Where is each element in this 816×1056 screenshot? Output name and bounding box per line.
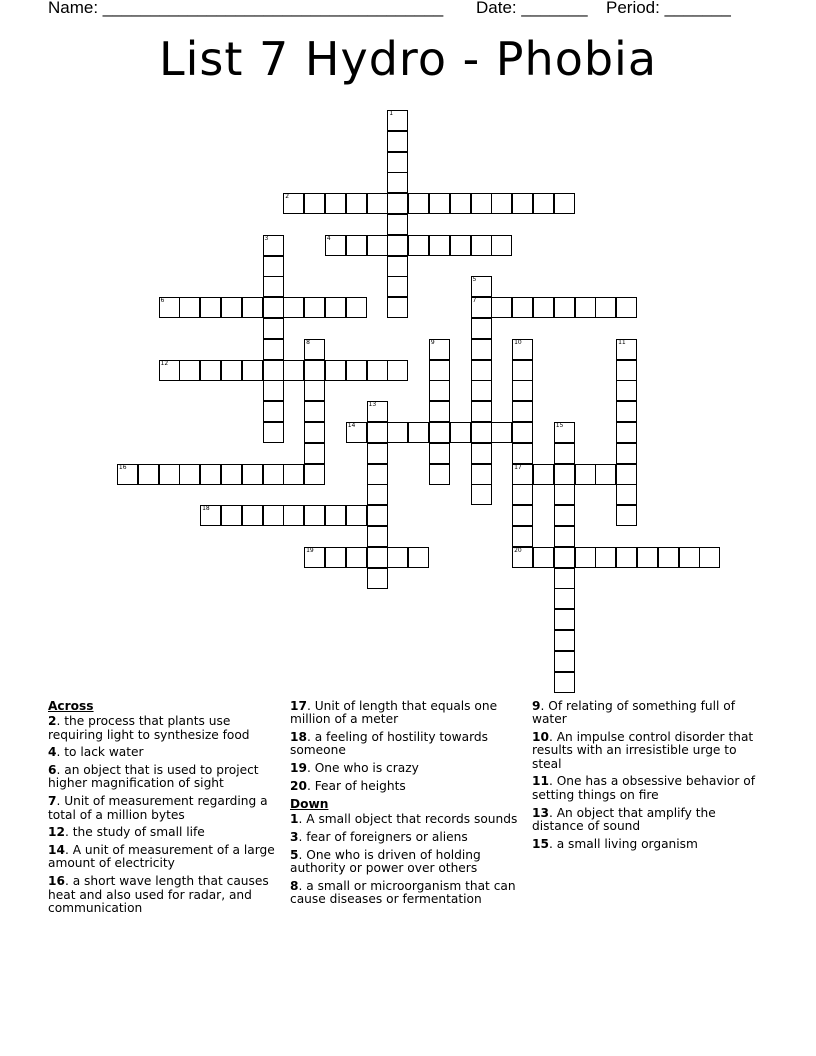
crossword-cell[interactable] — [616, 360, 637, 381]
clue-item: 5. One who is driven of holding authority or power over others — [290, 847, 481, 875]
crossword-cell[interactable] — [512, 443, 533, 464]
crossword-cell[interactable] — [554, 672, 575, 693]
crossword-cell[interactable] — [512, 297, 533, 318]
crossword-cell[interactable] — [387, 276, 408, 297]
page-title: List 7 Hydro - Phobia — [158, 32, 658, 86]
clue-item: 1. A small object that records sounds — [290, 812, 518, 827]
crossword-cell[interactable] — [512, 484, 533, 505]
crossword-cell[interactable] — [679, 547, 700, 568]
crossword-cell[interactable] — [263, 256, 284, 277]
crossword-cell[interactable] — [491, 235, 512, 256]
crossword-cell[interactable] — [512, 380, 533, 401]
down-clue-list — [290, 813, 526, 906]
crossword-cell[interactable] — [637, 547, 658, 568]
crossword-cell[interactable] — [263, 464, 284, 485]
crossword-cell[interactable] — [221, 505, 242, 526]
clue-item: 14. A unit of measurement of a large amount of electricity — [48, 843, 275, 871]
crossword-cell[interactable] — [367, 193, 388, 214]
crossword-cell[interactable] — [429, 422, 450, 443]
crossword-cell[interactable] — [304, 297, 325, 318]
crossword-cell[interactable] — [263, 401, 284, 422]
crossword-cell[interactable] — [554, 422, 575, 443]
clue-number: 16 — [118, 463, 127, 471]
crossword-cell[interactable] — [283, 193, 304, 214]
crossword-cell[interactable] — [554, 484, 575, 505]
crossword-cell[interactable] — [512, 360, 533, 381]
crossword-cell[interactable] — [304, 401, 325, 422]
crossword-cell[interactable] — [387, 110, 408, 131]
down-clue-list-continued — [532, 700, 762, 851]
clue-number: 19 — [306, 546, 314, 554]
clue-item: 17. Unit of length that equals one million of a meter — [290, 699, 498, 727]
crossword-cell[interactable] — [283, 360, 304, 381]
crossword-cell[interactable] — [304, 193, 325, 214]
crossword-cell[interactable] — [512, 547, 533, 568]
across-heading: Across — [48, 699, 94, 713]
crossword-cell[interactable] — [387, 172, 408, 193]
crossword-cell[interactable] — [387, 131, 408, 152]
crossword-cell[interactable] — [471, 484, 492, 505]
crossword-cell[interactable] — [387, 152, 408, 173]
crossword-cell[interactable] — [367, 360, 388, 381]
crossword-cell[interactable] — [616, 443, 637, 464]
crossword-cell[interactable] — [554, 297, 575, 318]
crossword-cell[interactable] — [554, 630, 575, 651]
crossword-cell[interactable] — [471, 401, 492, 422]
clue-item: 3. fear of foreigners or aliens — [290, 829, 468, 844]
crossword-cell[interactable] — [263, 297, 284, 318]
crossword-cell[interactable] — [512, 401, 533, 422]
crossword-cell[interactable] — [367, 505, 388, 526]
crossword-cell[interactable] — [408, 422, 429, 443]
crossword-cell[interactable] — [367, 422, 388, 443]
period-field[interactable]: Period: _______ — [606, 0, 731, 17]
across-clue-list-continued — [290, 700, 526, 793]
crossword-cell[interactable] — [367, 443, 388, 464]
crossword-cell[interactable] — [346, 360, 367, 381]
crossword-cell[interactable] — [304, 339, 325, 360]
crossword-cell[interactable] — [512, 505, 533, 526]
crossword-cell[interactable] — [325, 505, 346, 526]
crossword-cell[interactable] — [221, 464, 242, 485]
crossword-cell[interactable] — [408, 547, 429, 568]
crossword-cell[interactable] — [304, 505, 325, 526]
crossword-cell[interactable] — [367, 526, 388, 547]
crossword-cell[interactable] — [512, 526, 533, 547]
crossword-cell[interactable] — [616, 484, 637, 505]
across-clue-list — [48, 715, 284, 915]
crossword-cell[interactable] — [179, 360, 200, 381]
crossword-cell[interactable] — [512, 464, 533, 485]
crossword-cell[interactable] — [367, 568, 388, 589]
clue-item: 6. an object that is used to project higher magnification of sight — [48, 763, 259, 791]
crossword-cell[interactable] — [138, 464, 159, 485]
crossword-cell[interactable] — [575, 547, 596, 568]
clue-item: 18. a feeling of hostility towards someone — [290, 730, 488, 758]
crossword-cell[interactable] — [429, 193, 450, 214]
crossword-cell[interactable] — [616, 380, 637, 401]
crossword-cell[interactable] — [491, 422, 512, 443]
crossword-cell[interactable] — [429, 235, 450, 256]
crossword-cell[interactable] — [242, 297, 263, 318]
crossword-cell[interactable] — [304, 464, 325, 485]
crossword-cell[interactable] — [179, 297, 200, 318]
crossword-cell[interactable] — [325, 193, 346, 214]
clue-number: 15 — [555, 422, 564, 429]
crossword-cell[interactable] — [616, 422, 637, 443]
clue-item: 15. a small living organism — [532, 836, 698, 851]
crossword-cell[interactable] — [595, 297, 616, 318]
crossword-cell[interactable] — [263, 276, 284, 297]
crossword-cell[interactable] — [159, 464, 180, 485]
crossword-cell[interactable] — [200, 464, 221, 485]
clue-item: 19. One who is crazy — [290, 761, 419, 776]
crossword-cell[interactable] — [429, 443, 450, 464]
clue-number: 4 — [326, 234, 331, 242]
crossword-cell[interactable] — [387, 297, 408, 318]
crossword-cell[interactable] — [242, 464, 263, 485]
crossword-cell[interactable] — [429, 360, 450, 381]
crossword-cell[interactable] — [200, 297, 221, 318]
crossword-cell[interactable] — [554, 651, 575, 672]
crossword-cell[interactable] — [387, 422, 408, 443]
crossword-cell[interactable] — [450, 235, 471, 256]
crossword-cell[interactable] — [263, 505, 284, 526]
crossword-cell[interactable] — [429, 464, 450, 485]
crossword-cell[interactable] — [616, 339, 637, 360]
crossword-cell[interactable] — [159, 360, 180, 381]
crossword-cell[interactable] — [554, 547, 575, 568]
crossword-cell[interactable] — [304, 547, 325, 568]
crossword-cell[interactable] — [471, 443, 492, 464]
clue-item: 7. Unit of measurement regarding a total of a million bytes — [48, 794, 268, 822]
crossword-cell[interactable] — [263, 360, 284, 381]
crossword-cell[interactable] — [554, 568, 575, 589]
crossword-cell[interactable] — [616, 401, 637, 422]
clue-item: 13. An object that amplify the distance of sound — [532, 805, 716, 833]
crossword-cell[interactable] — [325, 297, 346, 318]
name-field[interactable]: Name: ____________________________________ — [48, 0, 444, 17]
crossword-cell[interactable] — [221, 297, 242, 318]
crossword-cell[interactable] — [616, 464, 637, 485]
crossword-cell[interactable] — [491, 297, 512, 318]
clue-item: 9. Of relating of something full of water — [532, 699, 736, 727]
clue-number: 10 — [514, 338, 522, 346]
crossword-cell[interactable] — [471, 422, 492, 443]
crossword-cell[interactable] — [471, 339, 492, 360]
clue-number: 6 — [160, 297, 165, 305]
crossword-cell[interactable] — [242, 360, 263, 381]
down-heading: Down — [290, 796, 329, 811]
crossword-cell[interactable] — [346, 193, 367, 214]
clue-item: 2. the process that plants use requiring light to synthesize food — [48, 714, 250, 742]
crossword-cell[interactable] — [699, 547, 720, 568]
crossword-cell[interactable] — [159, 297, 180, 318]
clue-number: 13 — [368, 401, 377, 409]
crossword-cell[interactable] — [616, 505, 637, 526]
clue-number: 20 — [514, 546, 522, 554]
crossword-cell[interactable] — [450, 422, 471, 443]
crossword-cell[interactable] — [304, 443, 325, 464]
clue-number: 3 — [264, 234, 269, 242]
crossword-cell[interactable] — [387, 256, 408, 277]
crossword-cell[interactable] — [200, 360, 221, 381]
crossword-cell[interactable] — [616, 297, 637, 318]
crossword-cell[interactable] — [471, 318, 492, 339]
clue-item: 10. An impulse control disorder that results with an irresistible urge to steal — [532, 730, 754, 771]
crossword-cell[interactable] — [283, 464, 304, 485]
crossword-cell[interactable] — [491, 193, 512, 214]
crossword-cell[interactable] — [512, 422, 533, 443]
crossword-cell[interactable] — [346, 422, 367, 443]
crossword-cell[interactable] — [387, 360, 408, 381]
clues-column-1 — [48, 700, 284, 920]
crossword-cell[interactable] — [263, 422, 284, 443]
clue-number: 17 — [514, 463, 522, 471]
crossword-cell[interactable] — [304, 360, 325, 381]
crossword-cell[interactable] — [283, 297, 304, 318]
crossword-cell[interactable] — [367, 235, 388, 256]
crossword-cell[interactable] — [471, 360, 492, 381]
crossword-cell[interactable] — [325, 235, 346, 256]
crossword-cell[interactable] — [346, 235, 367, 256]
crossword-cell[interactable] — [346, 297, 367, 318]
clue-item: 8. a small or microorganism that can cause diseases or fermentation — [290, 878, 516, 907]
crossword-cell[interactable] — [200, 505, 221, 526]
crossword-cell[interactable] — [554, 193, 575, 214]
clue-number: 1 — [389, 110, 394, 117]
clue-number: 5 — [472, 276, 477, 284]
crossword-cell[interactable] — [429, 339, 450, 360]
crossword-cell[interactable] — [512, 193, 533, 214]
crossword-cell[interactable] — [179, 464, 200, 485]
clue-number: 9 — [430, 338, 435, 346]
crossword-cell[interactable] — [263, 339, 284, 360]
crossword-cell[interactable] — [595, 464, 616, 485]
crossword-cell[interactable] — [283, 505, 304, 526]
crossword-cell[interactable] — [367, 547, 388, 568]
crossword-cell[interactable] — [346, 505, 367, 526]
crossword-cell[interactable] — [575, 297, 596, 318]
crossword-cell[interactable] — [304, 422, 325, 443]
crossword-cell[interactable] — [408, 193, 429, 214]
clues-column-2 — [290, 700, 526, 911]
clue-number: 8 — [306, 338, 310, 346]
clue-item: 20. Fear of heights — [290, 778, 406, 793]
crossword-cell[interactable] — [616, 547, 637, 568]
crossword-cell[interactable] — [533, 547, 554, 568]
crossword-cell[interactable] — [554, 505, 575, 526]
crossword-cell[interactable] — [533, 464, 554, 485]
crossword-cell[interactable] — [263, 380, 284, 401]
crossword-cell[interactable] — [471, 193, 492, 214]
crossword-cell[interactable] — [471, 276, 492, 297]
crossword-cell[interactable] — [450, 193, 471, 214]
clue-number: 2 — [285, 193, 290, 201]
crossword-cell[interactable] — [346, 547, 367, 568]
crossword-cell[interactable] — [595, 547, 616, 568]
date-field[interactable]: Date: _______ — [476, 0, 588, 17]
crossword-cell[interactable] — [325, 547, 346, 568]
crossword-cell[interactable] — [575, 464, 596, 485]
crossword-cell[interactable] — [554, 464, 575, 485]
crossword-cell[interactable] — [429, 401, 450, 422]
crossword-cell[interactable] — [471, 235, 492, 256]
crossword-cell[interactable] — [117, 464, 138, 485]
crossword-cell[interactable] — [387, 235, 408, 256]
clue-item: 16. a short wave length that causes heat and also used for radar, and communication — [48, 874, 269, 915]
clue-item: 11. One has a obsessive behavior of setting things on fire — [532, 774, 755, 802]
crossword-cell[interactable] — [242, 505, 263, 526]
clue-number: 11 — [618, 338, 626, 346]
crossword-cell[interactable] — [221, 360, 242, 381]
crossword-cell[interactable] — [533, 193, 554, 214]
crossword-cell[interactable] — [408, 235, 429, 256]
crossword-cell[interactable] — [429, 380, 450, 401]
clues-column-3 — [532, 700, 762, 855]
crossword-cell[interactable] — [304, 380, 325, 401]
crossword-cell[interactable] — [367, 401, 388, 422]
crossword-cell[interactable] — [263, 318, 284, 339]
crossword-cell[interactable] — [471, 464, 492, 485]
crossword-cell[interactable] — [554, 609, 575, 630]
crossword-cell[interactable] — [554, 588, 575, 609]
crossword-cell[interactable] — [367, 464, 388, 485]
crossword-cell[interactable] — [325, 360, 346, 381]
crossword-cell[interactable] — [554, 526, 575, 547]
crossword-cell[interactable] — [367, 484, 388, 505]
crossword-cell[interactable] — [387, 214, 408, 235]
crossword-cell[interactable] — [387, 193, 408, 214]
crossword-cell[interactable] — [554, 443, 575, 464]
crossword-cell[interactable] — [387, 547, 408, 568]
crossword-cell[interactable] — [471, 380, 492, 401]
crossword-cell[interactable] — [533, 297, 554, 318]
crossword-cell[interactable] — [263, 235, 284, 256]
crossword-cell[interactable] — [658, 547, 679, 568]
crossword-cell[interactable] — [471, 297, 492, 318]
clue-number: 12 — [160, 359, 169, 367]
clue-number: 14 — [347, 422, 356, 429]
clue-item: 4. to lack water — [48, 745, 144, 760]
clue-number: 18 — [202, 505, 210, 513]
clue-item: 12. the study of small life — [48, 825, 205, 840]
crossword-cell[interactable] — [512, 339, 533, 360]
clue-number: 7 — [472, 297, 477, 305]
